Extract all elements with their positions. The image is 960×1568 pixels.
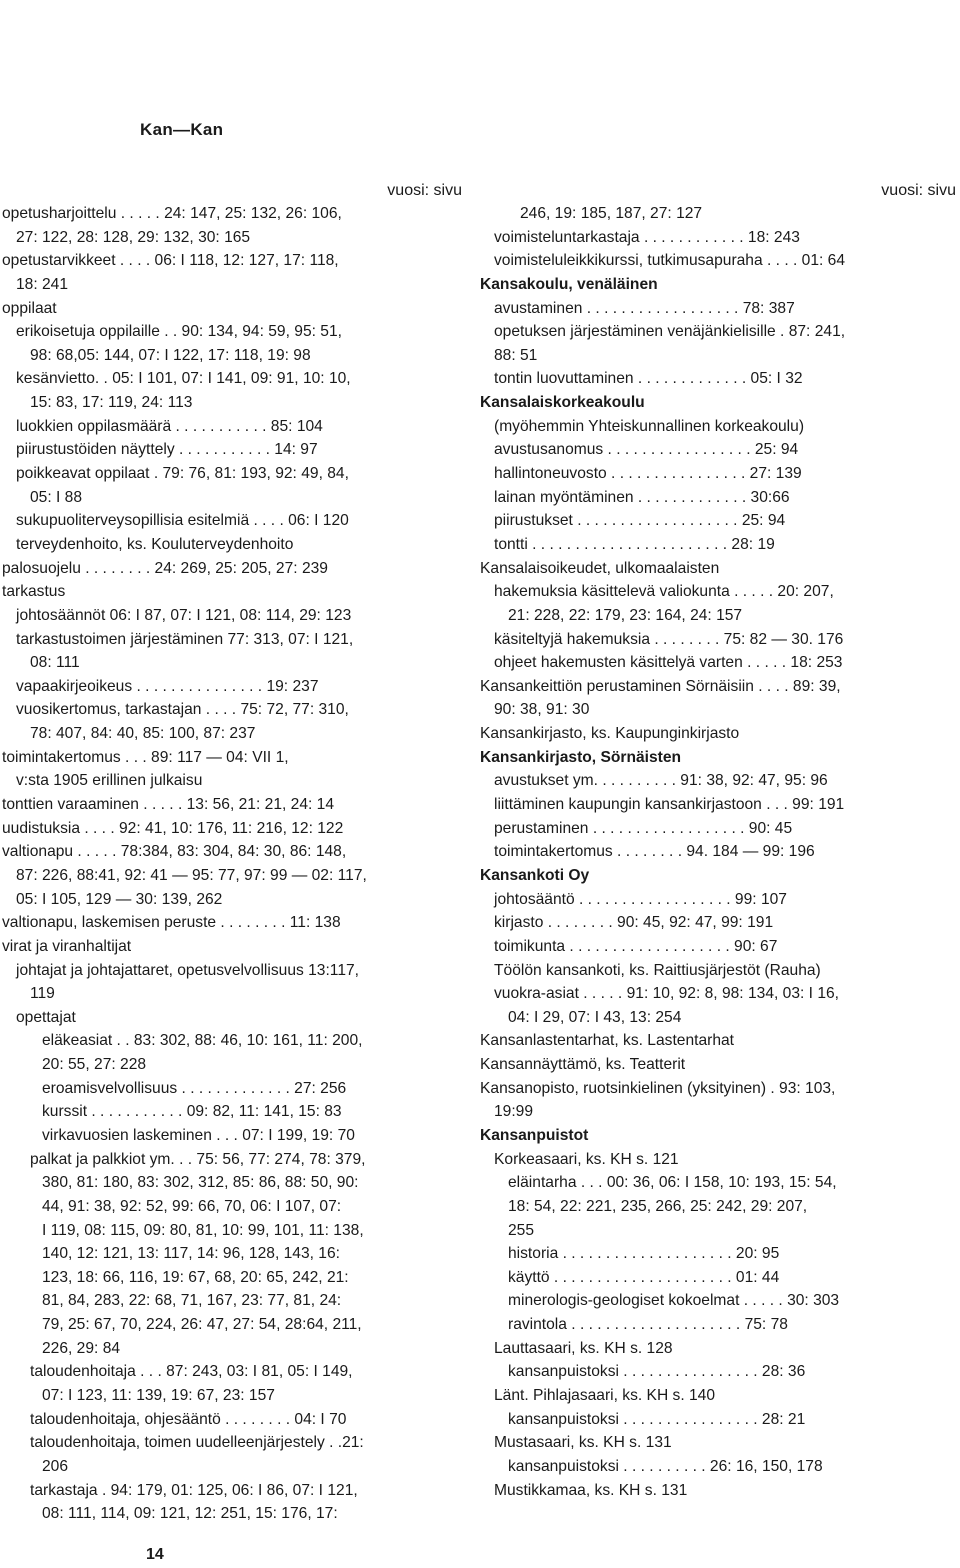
index-entry: historia . . . . . . . . . . . . . . . . . . . . 20: 95 [508, 1245, 780, 1263]
index-entry: uudistuksia . . . . 92: 41, 10: 176, 11: 216, 12: 122 [2, 819, 344, 837]
index-entry: luokkien oppilasmäärä . . . . . . . . . . . 85: 104 [16, 417, 323, 435]
index-entry: poikkeavat oppilaat . 79: 76, 81: 193, 92: 49, 84, [16, 465, 349, 483]
index-entry: terveydenhoito, ks. Kouluterveydenhoito [16, 535, 294, 553]
index-entry: johtosääntö . . . . . . . . . . . . . . . . . . 99: 107 [494, 890, 787, 908]
index-entry: vuosikertomus, tarkastajan . . . . 75: 72, 77: 310, [16, 701, 349, 719]
index-entry: 04: I 29, 07: I 43, 13: 254 [508, 1008, 682, 1026]
right-column [480, 180, 956, 1502]
index-entry: 21: 228, 22: 179, 23: 164, 24: 157 [508, 606, 743, 624]
index-entry: valtionapu . . . . . 78:384, 83: 304, 84: 30, 86: 148, [2, 843, 347, 861]
index-entry: 140, 12: 121, 13: 117, 14: 96, 128, 143, 16: [42, 1245, 340, 1263]
index-entry: 18: 54, 22: 221, 235, 266, 25: 242, 29: 207, [508, 1197, 808, 1215]
index-entry: erikoisetuja oppilaille . . 90: 134, 94: 59, 95: 51, [16, 323, 342, 341]
index-entry: minerologis-geologiset kokoelmat . . . . . 30: 303 [508, 1292, 840, 1310]
page-header: Kan—Kan [140, 120, 224, 139]
index-entry: v:sta 1905 erillinen julkaisu [16, 772, 203, 790]
index-entry: Lauttasaari, ks. KH s. 128 [494, 1339, 673, 1357]
index-entry: 79, 25: 67, 70, 224, 26: 47, 27: 54, 28:64, 211, [42, 1316, 362, 1334]
index-entry: piirustukset . . . . . . . . . . . . . . . . . . . 25: 94 [494, 512, 786, 530]
index-entry: 05: I 88 [30, 488, 83, 506]
index-entry: Kansalaisoikeudet, ulkomaalaisten [480, 559, 720, 577]
index-entry: voimisteluntarkastaja . . . . . . . . . . . . 18: 243 [494, 228, 800, 246]
index-entry: kurssit . . . . . . . . . . . 09: 82, 11: 141, 15: 83 [42, 1103, 342, 1121]
index-entry: Kansannäyttämö, ks. Teatterit [480, 1056, 686, 1074]
index-entry: 15: 83, 17: 119, 24: 113 [30, 394, 193, 412]
index-entry: eläintarha . . . 00: 36, 06: I 158, 10: 193, 15: 54, [508, 1174, 837, 1192]
index-entry: (myöhemmin Yhteiskunnallinen korkeakoulu) [494, 417, 805, 435]
index-entry: Kansankoti Oy [480, 866, 590, 884]
index-entry: piirustustöiden näyttely . . . . . . . . . . . 14: 97 [16, 441, 318, 459]
index-entry: avustusanomus . . . . . . . . . . . . . . . . . 25: 94 [494, 441, 799, 459]
index-entry: kirjasto . . . . . . . . 90: 45, 92: 47, 99: 191 [494, 914, 774, 932]
index-entry: 123, 18: 66, 116, 19: 67, 68, 20: 65, 242, 21: [42, 1268, 349, 1286]
index-entry: oppilaat [2, 299, 57, 317]
index-entry: taloudenhoitaja . . . 87: 243, 03: I 81, 05: I 149, [30, 1363, 353, 1381]
index-entry: käsiteltyjä hakemuksia . . . . . . . . 75: 82 — 30. 176 [494, 630, 844, 648]
index-entry: palkat ja palkkiot ym. . . 75: 56, 77: 274, 78: 379, [30, 1150, 366, 1168]
index-entry: tonttien varaaminen . . . . . 13: 56, 21: 21, 24: 14 [2, 796, 335, 814]
index-entry: opetuksen järjestäminen venäjänkielisille . 87: 241, [494, 323, 846, 341]
index-entry: 27: 122, 28: 128, 29: 132, 30: 165 [16, 228, 251, 246]
index-entry: lainan myöntäminen . . . . . . . . . . . . . 30:66 [494, 488, 790, 506]
index-entry: 20: 55, 27: 228 [42, 1056, 147, 1074]
index-entry: tarkastustoimen järjestäminen 77: 313, 07: I 121, [16, 630, 354, 648]
index-entry: tontin luovuttaminen . . . . . . . . . . . . . 05: I 32 [494, 370, 803, 388]
index-entry: Kansanpuistot [480, 1126, 589, 1144]
index-entry: 07: I 123, 11: 139, 19: 67, 23: 157 [42, 1387, 275, 1405]
index-entry: voimisteluleikkikurssi, tutkimusapuraha . . . . 01: 64 [494, 252, 846, 270]
index-entry: 119 [30, 985, 55, 1003]
index-entry: Töölön kansankoti, ks. Raittiusjärjestöt (Rauha) [494, 961, 821, 979]
index-entry: taloudenhoitaja, toimen uudelleenjärjestely . .21: [30, 1434, 364, 1452]
index-entry: tontti . . . . . . . . . . . . . . . . . . . . . . . 28: 19 [494, 535, 775, 553]
index-entry: opetusharjoittelu . . . . . 24: 147, 25: 132, 26: 106, [2, 205, 342, 222]
index-entry: toimintakertomus . . . . . . . . 94. 184 — 99: 196 [494, 843, 815, 861]
index-entry: eläkeasiat . . 83: 302, 88: 46, 10: 161, 11: 200, [42, 1032, 363, 1050]
index-entry: Kansankirjasto, Sörnäisten [480, 748, 682, 766]
index-entry: 19:99 [494, 1103, 534, 1121]
index-entry: 90: 38, 91: 30 [494, 701, 590, 719]
index-entry: Länt. Pihlajasaari, ks. KH s. 140 [494, 1387, 716, 1405]
index-entry: 08: 111, 114, 09: 121, 12: 251, 15: 176, 17: [42, 1505, 338, 1523]
index-entry: johtajat ja johtajattaret, opetusvelvollisuus 13:117, [16, 961, 359, 979]
index-entry: vapaakirjeoikeus . . . . . . . . . . . . . . . 19: 237 [16, 677, 319, 695]
index-entry: taloudenhoitaja, ohjesääntö . . . . . . . . 04: I 70 [30, 1410, 347, 1428]
index-entry: 88: 51 [494, 346, 538, 364]
index-entry: Kansakoulu, venäläinen [480, 275, 658, 293]
index-entry: Mustasaari, ks. KH s. 131 [494, 1434, 672, 1452]
right-column-lines [480, 202, 956, 1502]
left-column-heading: vuosi: sivu [387, 182, 462, 199]
index-entry: Kansanlastentarhat, ks. Lastentarhat [480, 1032, 734, 1050]
index-entry: käyttö . . . . . . . . . . . . . . . . . . . . . 01: 44 [508, 1268, 780, 1286]
index-entry: liittäminen kaupungin kansankirjastoon . . . 99: 191 [494, 796, 845, 814]
index-entry: Kansanopisto, ruotsinkielinen (yksityinen) . 93: 103, [480, 1079, 836, 1097]
index-entry: sukupuoliterveysopillisia esitelmiä . . . . 06: I 120 [16, 512, 349, 530]
index-entry: 255 [508, 1221, 535, 1239]
index-entry: opetustarvikkeet . . . . 06: I 118, 12: 127, 17: 118, [2, 252, 339, 270]
index-entry: 05: I 105, 129 — 30: 139, 262 [16, 890, 223, 908]
index-entry: avustaminen . . . . . . . . . . . . . . . . . . 78: 387 [494, 299, 795, 317]
index-entry: palosuojelu . . . . . . . . 24: 269, 25: 205, 27: 239 [2, 559, 328, 577]
index-entry: 78: 407, 84: 40, 85: 100, 87: 237 [30, 725, 256, 743]
index-entry: Mustikkamaa, ks. KH s. 131 [494, 1481, 688, 1499]
index-entry: 81, 84, 283, 22: 68, 71, 167, 23: 77, 81, 24: [42, 1292, 342, 1310]
index-entry: Kansankirjasto, ks. Kaupunginkirjasto [480, 725, 740, 743]
index-entry: vuokra-asiat . . . . . 91: 10, 92: 8, 98: 134, 03: I 16, [494, 985, 840, 1003]
index-entry: Kansankeittiön perustaminen Sörnäisiin . . . . 89: 39, [480, 677, 841, 695]
index-entry: opettajat [16, 1008, 76, 1026]
index-entry: eroamisvelvollisuus . . . . . . . . . . . . . 27: 256 [42, 1079, 347, 1097]
index-entry: hakemuksia käsittelevä valiokunta . . . . . 20: 207, [494, 583, 834, 601]
index-entry: 08: 111 [30, 654, 80, 672]
index-entry: virat ja viranhaltijat [2, 937, 132, 955]
index-entry: 380, 81: 180, 83: 302, 312, 85: 86, 88: 50, 90: [42, 1174, 359, 1192]
index-entry: toimintakertomus . . . 89: 117 — 04: VII 1, [2, 748, 289, 766]
page-number: 14 [146, 1546, 164, 1563]
index-entry: valtionapu, laskemisen peruste . . . . . . . . 11: 138 [2, 914, 341, 932]
index-entry: kansanpuistoksi . . . . . . . . . . 26: 16, 150, 178 [508, 1457, 823, 1475]
index-entry: 18: 241 [16, 275, 69, 293]
index-entry: kesänvietto. . 05: I 101, 07: I 141, 09: 91, 10: 10, [16, 370, 351, 388]
index-entry: 246, 19: 185, 187, 27: 127 [520, 205, 703, 222]
index-entry: hallintoneuvosto . . . . . . . . . . . . . . . . 27: 139 [494, 465, 802, 483]
index-entry: 206 [42, 1457, 69, 1475]
index-entry: avustukset ym. . . . . . . . . . 91: 38, 92: 47, 95: 96 [494, 772, 828, 790]
left-column-lines [2, 202, 462, 1526]
index-entry: Korkeasaari, ks. KH s. 121 [494, 1150, 679, 1168]
index-entry: ravintola . . . . . . . . . . . . . . . . . . . . 75: 78 [508, 1316, 788, 1334]
index-entry: tarkastaja . 94: 179, 01: 125, 06: I 86, 07: I 121, [30, 1481, 358, 1499]
index-entry: toimikunta . . . . . . . . . . . . . . . . . . . 90: 67 [494, 937, 778, 955]
index-entry: 98: 68,05: 144, 07: I 122, 17: 118, 19: 98 [30, 346, 311, 364]
index-entry: 87: 226, 88:41, 92: 41 — 95: 77, 97: 99 — 02: 117, [16, 866, 367, 884]
index-entry: kansanpuistoksi . . . . . . . . . . . . . . . . 28: 21 [508, 1410, 806, 1428]
index-entry: johtosäännöt 06: I 87, 07: I 121, 08: 114, 29: 123 [16, 606, 352, 624]
left-column [2, 180, 462, 1526]
index-entry: perustaminen . . . . . . . . . . . . . . . . . . 90: 45 [494, 819, 793, 837]
index-entry: tarkastus [2, 583, 66, 601]
index-entry: Kansalaiskorkeakoulu [480, 394, 645, 412]
index-entry: virkavuosien laskeminen . . . 07: I 199, 19: 70 [42, 1126, 355, 1144]
index-entry: I 119, 08: 115, 09: 80, 81, 10: 99, 101, 11: 138, [42, 1221, 364, 1239]
index-entry: ohjeet hakemusten käsittelyä varten . . . . . 18: 253 [494, 654, 843, 672]
index-entry: 44, 91: 38, 92: 52, 99: 66, 70, 06: I 107, 07: [42, 1197, 342, 1215]
right-column-heading: vuosi: sivu [881, 182, 956, 199]
index-entry: kansanpuistoksi . . . . . . . . . . . . . . . . 28: 36 [508, 1363, 806, 1381]
index-entry: 226, 29: 84 [42, 1339, 121, 1357]
